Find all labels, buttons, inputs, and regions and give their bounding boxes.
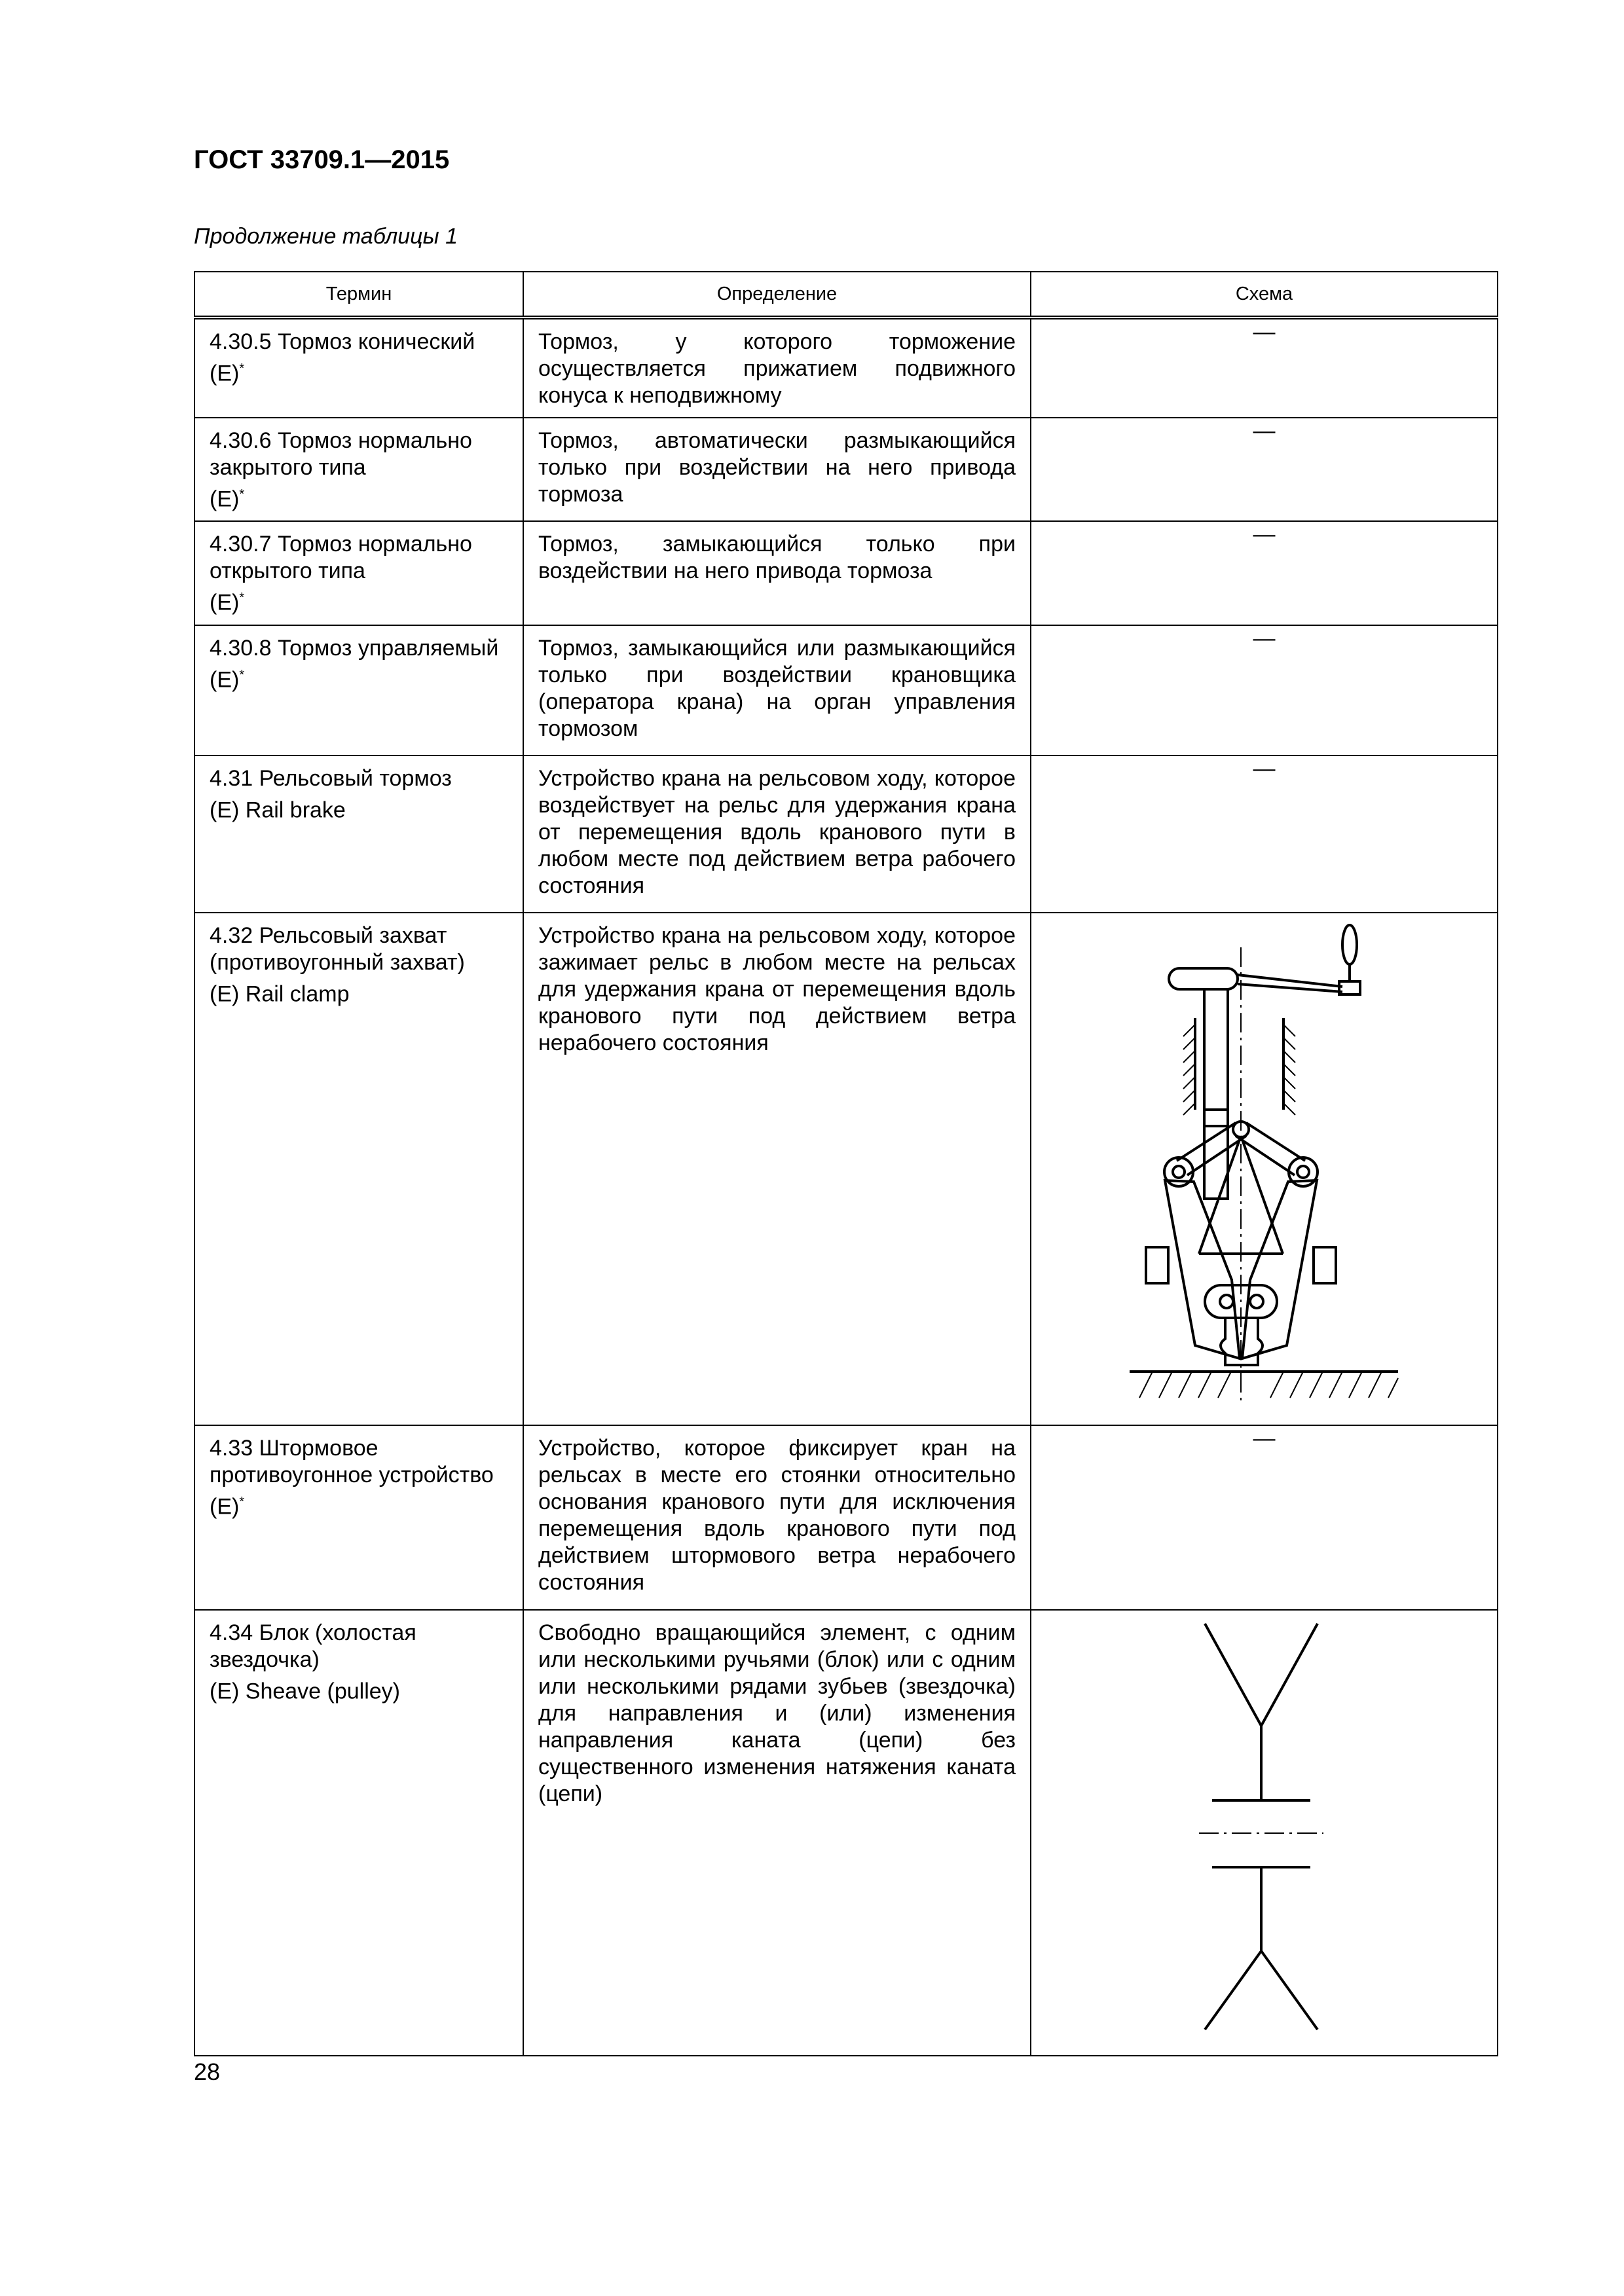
table-row [194,418,1498,521]
definition-text: Тормоз, замыкающийся или размыкающийся только при воздействии крановщика (оператора крана) на орган управления тормозом [538,635,1016,741]
term-text: 4.33 Штормовое противоугонное устройство (E) [210,1435,494,1519]
schema-cell: — [1031,1425,1498,1610]
schema-cell: — [1031,756,1498,913]
term-text: 4.34 Блок (холостая звездочка) (E) Sheave (pulley) [210,1620,416,1704]
term-cell [194,913,523,1425]
schema-cell: — [1031,418,1498,521]
definition-cell [523,521,1031,625]
footnote-mark: * [239,487,245,501]
table-header-row [194,272,1498,318]
definition-text: Тормоз, автоматически размыкающийся только при воздействии на него привода тормоза [538,428,1016,507]
term-cell [194,1425,523,1610]
term-cell [194,625,523,756]
table-row [194,756,1498,913]
schema-cell: — [1031,318,1498,418]
column-header-term: Термин [194,272,523,318]
schema-cell: — [1031,625,1498,756]
column-header-definition: Определение [523,272,1031,318]
rail-clamp-diagram [1031,913,1498,1419]
term-text: 4.30.5 Тормоз конический (E) [210,329,475,386]
term-cell [194,521,523,625]
definition-cell [523,1610,1031,2056]
definition-cell [523,418,1031,521]
term-text: 4.30.8 Тормоз управляемый (E) [210,635,499,692]
definition-text: Тормоз, у которого торможение осуществляется прижатием подвижного конуса к неподвижному [538,329,1016,408]
footnote-mark: * [239,591,245,606]
table-row [194,1610,1498,2056]
term-text: 4.32 Рельсовый захват (противоугонный захват) (E) Rail clamp [210,922,465,1006]
term-text: 4.30.7 Тормоз нормально открытого типа (E) [210,532,472,615]
term-cell [194,418,523,521]
terms-table [194,271,1498,2056]
table-row [194,1425,1498,1610]
term-text: 4.31 Рельсовый тормоз (E) Rail brake [210,765,452,822]
table-row [194,913,1498,1425]
term-text: 4.30.6 Тормоз нормально закрытого типа (E) [210,428,472,512]
definition-cell [523,913,1031,1425]
footnote-mark: * [239,361,245,376]
definition-text: Устройство крана на рельсовом ходу, которое воздействует на рельс для удержания крана от перемещения вдоль кранового пути в любом месте под действием ветра рабочего состояния [538,765,1016,898]
table-caption: Продолжение таблицы 1 [194,224,458,249]
definition-text: Устройство, которое фиксирует кран на рельсах в месте его стоянки относительно основания кранового пути для исключения перемещения вдоль кранового пути под действием штормового ветра нерабочего состояния [538,1435,1016,1595]
footnote-mark: * [239,667,245,682]
table-row [194,318,1498,418]
schema-cell: — [1031,521,1498,625]
table-row [194,521,1498,625]
definition-text: Тормоз, замыкающийся только при воздействии на него привода тормоза [538,532,1016,584]
term-cell [194,318,523,418]
definition-cell [523,756,1031,913]
definition-cell [523,1425,1031,1610]
definition-cell [523,625,1031,756]
page-number: 28 [194,2058,221,2085]
definition-text: Устройство крана на рельсовом ходу, которое зажимает рельс в любом месте на рельсах для удержания крана от перемещения вдоль кранового пути под действием ветра нерабочего состояния [538,922,1016,1055]
term-cell [194,1610,523,2056]
document-code: ГОСТ 33709.1—2015 [194,145,450,174]
term-cell [194,756,523,913]
table-row [194,625,1498,756]
schema-cell [1031,1610,1498,2056]
footnote-mark: * [239,1494,245,1509]
column-header-schema: Схема [1031,272,1498,318]
definition-cell [523,318,1031,418]
sheave-symbol [1031,1611,1498,2049]
definition-text: Свободно вращающийся элемент, с одним или несколькими ручьями (блок) или с одним или несколькими рядами зубьев (звездочка) для направления и (или) изменения направления каната (цепи) без существенного изменения натяжения каната (цепи) [538,1620,1016,1806]
schema-cell [1031,913,1498,1425]
